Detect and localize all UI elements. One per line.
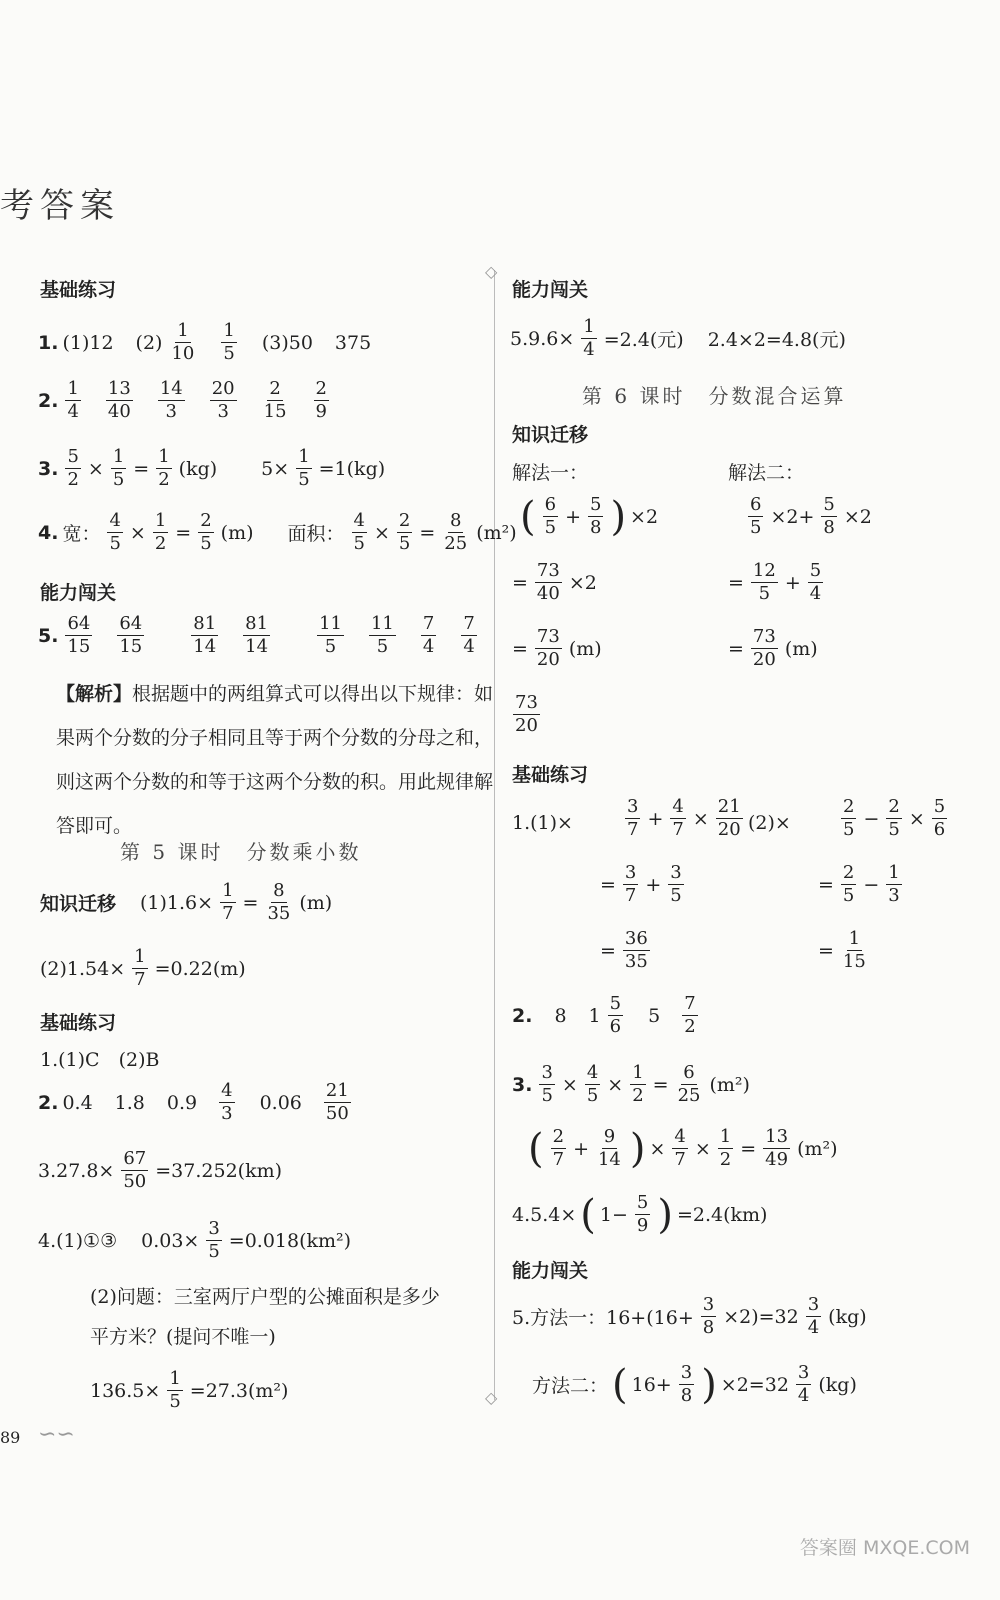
transfer-2: (2)1.54× $\frac{1}{7}$ =0.22(m) [40,946,246,990]
basic-1: 1.(1)C (2)B [40,1049,160,1071]
answer-2: 2. $\frac{1}{4}$ $\frac{13}{40}$ $\frac{14}{3}$ $\frac{20}{3}$ $\frac{2}{15}$ $\frac{2}{9}$ [38,378,327,422]
basic-4-part2-line1: (2)问题：三室两厅户型的公摊面积是多少 [90,1286,440,1308]
basic-3: 3.27.8× $\frac{67}{50}$ =37.252(km) [38,1148,283,1192]
watermark: 答案圈 MXQE.COM [799,1537,970,1559]
c3-line1: 3. $\frac{3}{5}$ × $\frac{4}{5}$ × $\frac{1}{2}$ = $\frac{6}{25}$ (m²) [512,1062,750,1106]
c1-label: 1.(1)× [512,812,573,834]
answer-4: 4. 宽： $\frac{4}{5}$ × $\frac{1}{2}$ = $\frac{2}{5}$ (m) 面积： $\frac{4}{5}$ × $\frac{2}{5}$ = $\frac{8}{25}$ (m²) [38,510,517,554]
method-1-line3: = $\frac{73}{20}$ (m) [512,626,602,670]
answer-3: 3. $\frac{5}{2}$ × $\frac{1}{5}$ = $\frac{1}{2}$ (kg) 5× $\frac{1}{5}$ =1(kg) [38,446,386,490]
c5-method1: 5.方法一：16+(16+ $\frac{3}{8}$ ×2)=32 $\frac{3}{4}$ (kg) [512,1294,867,1338]
answer-1: 1. (1)12 (2) $\frac{1}{10}$ $\frac{1}{5}$ (3)50 375 [38,320,372,364]
basic-2: 2. 0.4 1.8 0.9 $\frac{4}{3}$ 0.06 $\frac{21}{50}$ [38,1080,349,1124]
lesson-5-title: 第 5 课时 分数乘小数 [120,840,362,864]
section-header: 基础练习 [512,764,589,786]
divider-bottom-ornament-icon: ◇ [485,1388,498,1407]
c2: 2. 8 1 $\frac{5}{6}$ 5 $\frac{7}{2}$ [512,993,696,1037]
cloud-ornament-icon: ∽∽ [38,1422,75,1447]
c1-step1: = $\frac{3}{7}$ + $\frac{3}{5}$ [600,862,682,906]
answer-fraction: $\frac{73}{20}$ [515,692,538,736]
method-2-line2: = $\frac{12}{5}$ + $\frac{5}{4}$ [728,560,822,604]
c1-step3: = $\frac{2}{5}$ − $\frac{1}{3}$ [818,862,900,906]
method-2-line1: $\frac{6}{5}$ ×2+ $\frac{5}{8}$ ×2 [750,494,872,538]
c1-expr: $\frac{3}{7}$ + $\frac{4}{7}$ × $\frac{21}{20}$ [627,796,741,840]
page-number: 89 [0,1428,21,1447]
method-1-line1: ( $\frac{6}{5}$ + $\frac{5}{8}$ ) ×2 [520,493,659,540]
c3-line2: ( $\frac{2}{7}$ + $\frac{9}{14}$ ) × $\frac{4}{7}$ × $\frac{1}{2}$ = $\frac{13}{49}$ (m²) [528,1125,838,1172]
analysis-paragraph: 【解析】根据题中的两组算式可以得出以下规律：如果两个分数的分子相同且等于两个分数的分母之和，则这两个分数的和等于这两个分数的积。用此规律解答即可。 [56,683,494,837]
page-title: 考答案 [0,186,120,226]
c1-expr2: $\frac{2}{5}$ − $\frac{2}{5}$ × $\frac{5}{6}$ [843,796,946,840]
c1-step4: = $\frac{1}{15}$ [818,928,866,972]
section-header: 能力闯关 [40,582,117,604]
section-header: 能力闯关 [512,279,589,301]
section-header: 能力闯关 [512,1260,589,1282]
method-2-label: 解法二： [728,462,805,484]
basic-4: 4.(1)①③ 0.03× $\frac{3}{5}$ =0.018(km²) [38,1218,352,1262]
divider-top-ornament-icon: ◇ [485,262,498,281]
method-1-line2: = $\frac{73}{40}$ ×2 [512,560,597,604]
section-header: 基础练习 [40,1012,117,1034]
c1-label2: (2)× [748,812,791,834]
section-header: 知识迁移 [512,424,589,446]
c4: 4.5.4× ( 1− $\frac{5}{9}$ ) =2.4(km) [512,1191,768,1238]
c1-step2: = $\frac{36}{35}$ [600,928,648,972]
answer-5: 5. $\frac{64}{15}$ $\frac{64}{15}$ $\frac{81}{14}$ $\frac{81}{14}$ $\frac{11}{5}$ $\frac{11}{5}$ $\frac{7}{4}$ $\frac{7}{4}$ [38,613,475,657]
method-1-label: 解法一： [512,462,589,484]
lesson-6-title: 第 6 课时 分数混合运算 [582,384,847,408]
basic-4-part2-calc: 136.5× $\frac{1}{5}$ =27.3(m²) [90,1368,289,1412]
section-header: 基础练习 [40,279,117,301]
transfer-1: 知识迁移 (1)1.6× $\frac{1}{7}$ = $\frac{8}{35}$ (m) [40,880,333,924]
method-2-line3: = $\frac{73}{20}$ (m) [728,626,818,670]
c5-method2: 方法二： ( 16+ $\frac{3}{8}$ ) ×2=32 $\frac{3}{4}$ (kg) [532,1361,857,1408]
ability-5: 5.9.6× $\frac{1}{4}$ =2.4(元) 2.4×2=4.8(元) [510,316,846,360]
basic-4-part2-line2: 平方米？(提问不唯一) [90,1326,276,1348]
